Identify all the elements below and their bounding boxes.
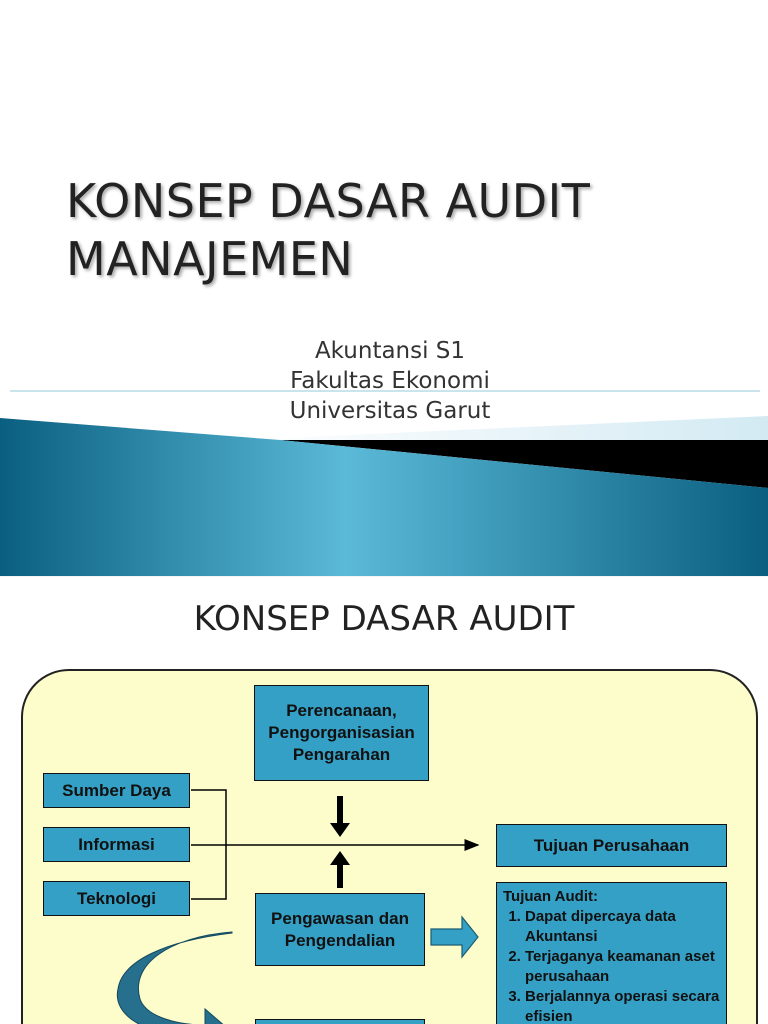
planning-line-3: Pengarahan [292, 745, 391, 764]
slide-title: KONSEP DASAR AUDIT [193, 599, 575, 639]
title-line-2: MANAJEMEN [66, 232, 354, 286]
up-arrow-icon [330, 851, 350, 888]
audit-goals-box [496, 882, 727, 1024]
subtitle [140, 336, 640, 426]
supervision-line-2: Pengendalian [284, 930, 396, 950]
partial-box [255, 1019, 425, 1024]
presentation-title [66, 172, 746, 288]
concept-slide [0, 577, 768, 1024]
subtitle-line-3: Universitas Garut [289, 398, 491, 424]
planning-line-1: Perencanaan, [286, 701, 397, 720]
planning-box [254, 685, 429, 781]
supervision-box [255, 893, 425, 966]
information-box: Informasi [43, 827, 190, 862]
audit-goals-list [503, 907, 720, 1024]
title-line-1: KONSEP DASAR AUDIT [66, 174, 591, 228]
right-block-arrow-icon [431, 917, 478, 957]
subtitle-line-2: Fakultas Ekonomi [290, 368, 490, 394]
planning-line-2: Pengorganisasian [268, 723, 415, 742]
subtitle-line-1: Akuntansi S1 [314, 338, 466, 364]
audit-goals-heading: Tujuan Audit: [503, 888, 598, 905]
audit-goal-item-1: 1. Dapat dipercaya data Akuntansi [525, 907, 720, 947]
technology-box: Teknologi [43, 881, 190, 916]
curved-arrow-icon [117, 932, 232, 1024]
resources-box: Sumber Daya [43, 773, 190, 808]
supervision-line-1: Pengawasan dan [271, 908, 409, 928]
audit-goal-item-2: 2. Terjaganya keamanan aset perusahaan [525, 947, 720, 987]
company-goal-box: Tujuan Perusahaan [496, 824, 727, 867]
audit-goal-item-3: 3. Berjalannya operasi secara efisien [525, 987, 720, 1024]
down-arrow-icon [330, 796, 350, 837]
